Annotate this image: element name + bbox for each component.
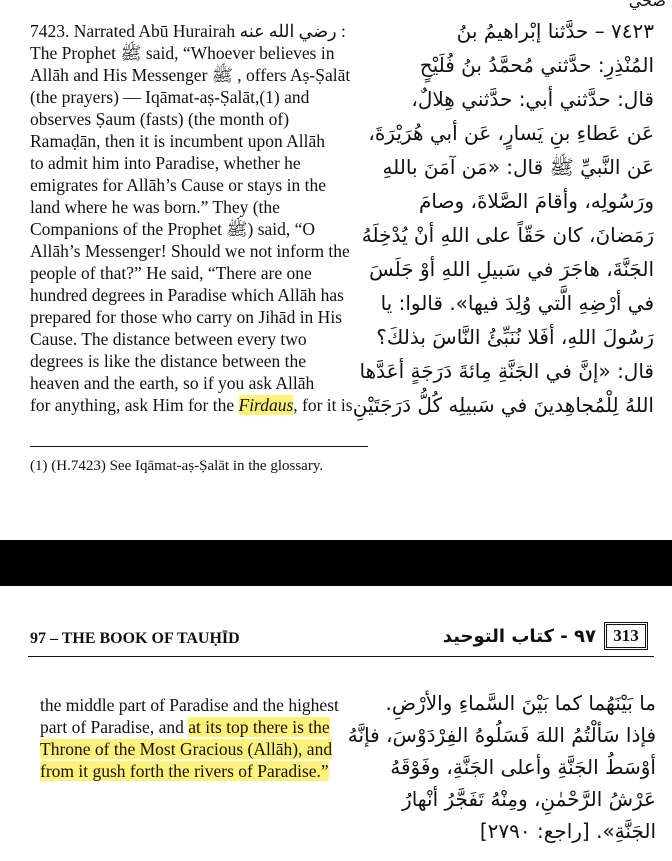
english-line: hundred degrees in Paradise which Allāh has [30, 285, 344, 305]
english-line: The Prophet ﷺ said, “Whoever believes in [30, 43, 335, 63]
english-line-last [30, 394, 353, 416]
english-line: prepared for those who carry on Jihād in His [30, 307, 342, 327]
english-line: land where he was born.” They (the [30, 197, 280, 217]
footnote: (1) (H.7423) See Iqāmat-aṣ-Ṣalāt in the glossary. [30, 458, 324, 474]
page-number-box [604, 622, 648, 650]
english-line: Ramaḍān, then it is incumbent upon Allāh [30, 131, 326, 151]
page-separator [0, 540, 672, 586]
english-line: Cause. The distance between every two [30, 329, 307, 349]
arabic-line: في أرْضِهِ الَّتي وُلِدَ فيها». قالوا: يا [380, 291, 654, 315]
english-line: observes Ṣaum (fasts) (the month of) [30, 109, 290, 129]
arabic-line: ما بَيْنَهُما كما بَيْنَ السَّماءِ والأرْضِ. [385, 691, 656, 715]
arabic-line: رَسُولَ اللهِ، أفَلا نُنَبِّئُ النَّاسَ بذلكَ؟ [376, 325, 654, 349]
english-line: 7423. Narrated Abū Hurairah رضي الله عنه : [30, 21, 346, 41]
arabic-line: عَن عَطاءِ بنِ يَسارٍ، عَن أبي هُرَيْرَةَ، [368, 121, 654, 145]
english-line [40, 738, 332, 760]
arabic-line: أوْسَطُ الجَنَّةِ وأعلى الجَنَّةِ، وفَوْقَهُ [390, 755, 656, 779]
arabic-line: عَن النَّبيِّ ﷺ قال: «مَن آمَنَ باللهِ [382, 155, 654, 179]
arabic-line: رَمَضانَ، كان حَقّاً على اللهِ أنْ يُدْخِلَهُ [361, 223, 654, 247]
arabic-line: المُنْذِرِ: حدَّثني مُحمَّدُ بنُ فُلَيْحٍ [419, 53, 654, 77]
english-line: degrees is like the distance between the [30, 351, 307, 371]
bottom-page [0, 586, 672, 861]
arabic-line: اللهُ لِلْمُجاهِدينَ في سَبيلِه كُلُّ دَرَجَتَيْنِ [352, 393, 654, 417]
english-line: (the prayers) — Iqāmat-aṣ-Ṣalāt,(1) and [30, 87, 310, 107]
english-text: for anything, ask Him for the [30, 395, 239, 415]
english-line: Companions of the Prophet ﷺ) said, “O [30, 219, 316, 239]
page-number: 313 [613, 626, 639, 645]
english-line: Allāh’s Messenger! Should we not inform the [30, 241, 350, 261]
english-line: Allāh and His Messenger ﷺ , offers Aṣ-Ṣalāt [30, 65, 351, 85]
english-line: emigrates for Allāh’s Cause or stays in the [30, 175, 326, 195]
highlighted-text: Firdaus [238, 395, 294, 415]
header-rule [28, 656, 654, 657]
corner-arabic: ضحي [628, 0, 666, 10]
footnote-divider [30, 446, 368, 447]
english-line: people of that?” He said, “There are one [30, 263, 312, 283]
english-line [40, 760, 329, 782]
english-line [40, 716, 330, 738]
highlighted-text: at its top there is the [188, 717, 330, 737]
english-line: to admit him into Paradise, whether he [30, 153, 301, 173]
running-header: 97 – THE BOOK OF TAUḤĪD [30, 630, 240, 647]
arabic-line: الجَنَّةِ». [راجع: ٢٧٩٠] [479, 819, 656, 843]
arabic-line: ورَسُولِه، وأقامَ الصَّلاةَ، وصامَ [419, 189, 654, 213]
arabic-line: ٧٤٢٣ – حدَّثنا إبْراهيمُ بنُ [456, 19, 654, 43]
english-text: the middle part of Paradise and the highest [40, 695, 339, 715]
arabic-line: عَرْشُ الرَّحْمٰنِ، ومِنْهُ تَفَجَّرُ أنْهارُ [402, 787, 656, 811]
highlighted-text: from it gush forth the rivers of Paradise.” [40, 761, 329, 781]
header-arabic: ٩٧ - كتاب التوحيد [442, 626, 596, 647]
arabic-line: فإذا سَألْتُمُ اللهَ فَسَلُوهُ الفِرْدَوْسَ، فإنَّهُ [347, 723, 656, 747]
english-line: heaven and the earth, so if you ask Allāh [30, 373, 315, 393]
arabic-line: قال: حدَّثني أبي: حدَّثني هِلالٌ، [411, 87, 654, 111]
english-text: , for it is [293, 395, 353, 415]
english-line [40, 694, 339, 716]
arabic-line: قال: «إنَّ في الجَنَّةِ مِائةَ دَرَجَةٍ أعَدَّها [359, 359, 654, 383]
english-text: part of Paradise, and [40, 717, 189, 737]
highlighted-text: Throne of the Most Gracious (Allāh), and [40, 739, 333, 759]
arabic-line: الجَنَّةَ، هاجَرَ في سَبيلِ اللهِ أوْ جَلَسَ [369, 257, 654, 281]
